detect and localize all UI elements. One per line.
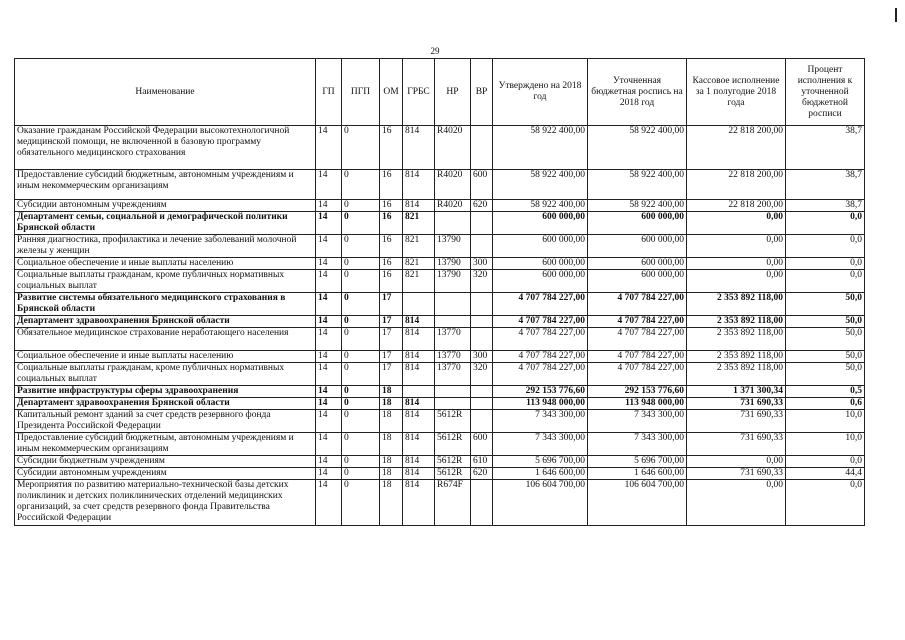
cell-vr: 620: [471, 200, 493, 212]
cell-pgp: 0: [342, 126, 380, 170]
cell-cash: 22 818 200,00: [687, 200, 786, 212]
cell-percent: 0,0: [786, 456, 865, 468]
cell-om: 16: [380, 235, 403, 258]
cell-cash: 0,00: [687, 480, 786, 526]
cell-vr: 320: [471, 363, 493, 386]
table-row: [15, 456, 865, 468]
cell-cash: 2 353 892 118,00: [687, 316, 786, 328]
table-row: [15, 126, 865, 170]
cell-grbs: 814: [403, 480, 435, 526]
cell-gp: 14: [316, 235, 342, 258]
cell-pgp: 0: [342, 480, 380, 526]
cell-gp: 14: [316, 456, 342, 468]
table-row: [15, 316, 865, 328]
header-percent: Процент исполнения к уточненной бюджетной росписи: [786, 59, 865, 126]
cell-pgp: 0: [342, 363, 380, 386]
cell-gp: 14: [316, 410, 342, 433]
cell-nr: [435, 386, 471, 398]
cell-om: 18: [380, 456, 403, 468]
cell-om: 16: [380, 212, 403, 235]
cell-refined: 4 707 784 227,00: [588, 363, 687, 386]
cell-nr: 5612R: [435, 433, 471, 456]
cell-gp: 14: [316, 351, 342, 363]
cell-approved: 7 343 300,00: [493, 410, 588, 433]
cell-approved: 600 000,00: [493, 212, 588, 235]
cell-vr: [471, 235, 493, 258]
cell-approved: 292 153 776,60: [493, 386, 588, 398]
table-row: [15, 270, 865, 293]
table-row: [15, 433, 865, 456]
table-row: [15, 468, 865, 480]
cell-vr: [471, 212, 493, 235]
table-row: [15, 351, 865, 363]
cell-grbs: 821: [403, 270, 435, 293]
cell-grbs: 814: [403, 328, 435, 351]
cell-nr: 5612R: [435, 456, 471, 468]
cell-om: 17: [380, 363, 403, 386]
cell-percent: 50,0: [786, 328, 865, 351]
cell-gp: 14: [316, 480, 342, 526]
cell-vr: 300: [471, 351, 493, 363]
cell-percent: 0,5: [786, 386, 865, 398]
cell-name: Развитие инфраструктуры сферы здравоохранения: [15, 386, 316, 398]
cell-cash: 0,00: [687, 235, 786, 258]
cell-cash: 0,00: [687, 270, 786, 293]
cell-vr: [471, 480, 493, 526]
cell-percent: 44,4: [786, 468, 865, 480]
header-refined: Уточненная бюджетная роспись на 2018 год: [588, 59, 687, 126]
cell-percent: 10,0: [786, 433, 865, 456]
cell-name: Департамент здравоохранения Брянской области: [15, 398, 316, 410]
cell-percent: 0,6: [786, 398, 865, 410]
cell-vr: 600: [471, 170, 493, 200]
cell-cash: 2 353 892 118,00: [687, 363, 786, 386]
cell-pgp: 0: [342, 200, 380, 212]
cell-om: 18: [380, 480, 403, 526]
cell-grbs: 814: [403, 126, 435, 170]
cell-cash: 22 818 200,00: [687, 126, 786, 170]
cell-approved: 58 922 400,00: [493, 170, 588, 200]
cell-approved: 113 948 000,00: [493, 398, 588, 410]
cell-approved: 4 707 784 227,00: [493, 316, 588, 328]
table-row: [15, 212, 865, 235]
cell-nr: 13790: [435, 235, 471, 258]
cell-approved: 58 922 400,00: [493, 200, 588, 212]
cell-om: 16: [380, 258, 403, 270]
cell-name: Социальное обеспечение и иные выплаты населению: [15, 258, 316, 270]
cell-name: Социальные выплаты гражданам, кроме публичных нормативных социальных выплат: [15, 270, 316, 293]
cell-om: 18: [380, 410, 403, 433]
cell-refined: 4 707 784 227,00: [588, 328, 687, 351]
cell-grbs: 814: [403, 456, 435, 468]
cell-approved: 5 696 700,00: [493, 456, 588, 468]
header-vr: ВР: [471, 59, 493, 126]
cell-vr: [471, 126, 493, 170]
cell-percent: 50,0: [786, 293, 865, 316]
cell-nr: 13770: [435, 328, 471, 351]
cell-percent: 0,0: [786, 212, 865, 235]
table-row: [15, 386, 865, 398]
cell-gp: 14: [316, 170, 342, 200]
cell-refined: 58 922 400,00: [588, 170, 687, 200]
cell-vr: [471, 410, 493, 433]
cell-vr: 300: [471, 258, 493, 270]
cell-nr: [435, 293, 471, 316]
cell-refined: 292 153 776,60: [588, 386, 687, 398]
cell-percent: 10,0: [786, 410, 865, 433]
cell-percent: 50,0: [786, 351, 865, 363]
cell-gp: 14: [316, 363, 342, 386]
cell-cash: 0,00: [687, 212, 786, 235]
cell-nr: R4020: [435, 200, 471, 212]
cell-percent: 0,0: [786, 480, 865, 526]
cell-pgp: 0: [342, 398, 380, 410]
cell-gp: 14: [316, 398, 342, 410]
cell-name: Мероприятия по развитию материально-технической базы детских поликлиник и детских поликлинических отделений медицинских организаций, за счет средств резервного фонда Правительства Российской Федерации: [15, 480, 316, 526]
cell-pgp: 0: [342, 212, 380, 235]
cell-om: 17: [380, 316, 403, 328]
cell-om: 16: [380, 200, 403, 212]
table-row: [15, 258, 865, 270]
cell-gp: 14: [316, 316, 342, 328]
cell-om: 16: [380, 270, 403, 293]
cell-cash: 2 353 892 118,00: [687, 351, 786, 363]
cell-percent: 0,0: [786, 235, 865, 258]
header-om: ОМ: [380, 59, 403, 126]
cell-pgp: 0: [342, 328, 380, 351]
cell-approved: 58 922 400,00: [493, 126, 588, 170]
cell-pgp: 0: [342, 258, 380, 270]
cell-nr: R4020: [435, 170, 471, 200]
cell-vr: [471, 328, 493, 351]
cell-cash: 22 818 200,00: [687, 170, 786, 200]
cell-vr: 610: [471, 456, 493, 468]
cell-cash: 0,00: [687, 456, 786, 468]
cell-refined: 7 343 300,00: [588, 410, 687, 433]
cell-pgp: 0: [342, 235, 380, 258]
cell-approved: 4 707 784 227,00: [493, 351, 588, 363]
cell-om: 18: [380, 468, 403, 480]
cell-cash: 1 371 300,34: [687, 386, 786, 398]
cell-nr: 5612R: [435, 468, 471, 480]
cell-refined: 58 922 400,00: [588, 126, 687, 170]
cell-name: Департамент семьи, социальной и демографической политики Брянской области: [15, 212, 316, 235]
cell-approved: 600 000,00: [493, 270, 588, 293]
cell-name: Социальное обеспечение и иные выплаты населению: [15, 351, 316, 363]
cell-refined: 58 922 400,00: [588, 200, 687, 212]
table-row: [15, 328, 865, 351]
cell-gp: 14: [316, 386, 342, 398]
cell-refined: 4 707 784 227,00: [588, 351, 687, 363]
cell-name: Предоставление субсидий бюджетным, автономным учреждениям и иным некоммерческим организациям: [15, 433, 316, 456]
cell-pgp: 0: [342, 410, 380, 433]
page-number: 29: [430, 46, 440, 56]
cell-grbs: 814: [403, 398, 435, 410]
cell-nr: [435, 316, 471, 328]
cell-om: 18: [380, 386, 403, 398]
cell-gp: 14: [316, 293, 342, 316]
cell-refined: 600 000,00: [588, 235, 687, 258]
cell-approved: 600 000,00: [493, 258, 588, 270]
cell-approved: 600 000,00: [493, 235, 588, 258]
cell-refined: 5 696 700,00: [588, 456, 687, 468]
cell-refined: 4 707 784 227,00: [588, 293, 687, 316]
header-approved: Утверждено на 2018 год: [493, 59, 588, 126]
cell-refined: 600 000,00: [588, 258, 687, 270]
cell-pgp: 0: [342, 170, 380, 200]
cell-cash: 0,00: [687, 258, 786, 270]
cell-approved: 1 646 600,00: [493, 468, 588, 480]
cell-refined: 4 707 784 227,00: [588, 316, 687, 328]
cell-grbs: 821: [403, 258, 435, 270]
header-nr: НР: [435, 59, 471, 126]
cell-gp: 14: [316, 270, 342, 293]
cell-refined: 1 646 600,00: [588, 468, 687, 480]
cell-gp: 14: [316, 258, 342, 270]
budget-table: [14, 58, 865, 526]
edge-mark: [895, 8, 897, 22]
cell-om: 16: [380, 170, 403, 200]
cell-grbs: 814: [403, 468, 435, 480]
table-body: [15, 126, 865, 526]
cell-pgp: 0: [342, 456, 380, 468]
cell-refined: 106 604 700,00: [588, 480, 687, 526]
cell-nr: [435, 212, 471, 235]
cell-name: Субсидии бюджетным учреждениям: [15, 456, 316, 468]
cell-pgp: 0: [342, 316, 380, 328]
cell-pgp: 0: [342, 468, 380, 480]
cell-cash: 731 690,33: [687, 398, 786, 410]
cell-percent: 38,7: [786, 126, 865, 170]
cell-vr: [471, 316, 493, 328]
cell-nr: R4020: [435, 126, 471, 170]
cell-pgp: 0: [342, 351, 380, 363]
cell-vr: [471, 398, 493, 410]
cell-pgp: 0: [342, 433, 380, 456]
cell-name: Социальные выплаты гражданам, кроме публичных нормативных социальных выплат: [15, 363, 316, 386]
cell-grbs: 814: [403, 351, 435, 363]
cell-pgp: 0: [342, 386, 380, 398]
cell-nr: [435, 398, 471, 410]
cell-approved: 4 707 784 227,00: [493, 293, 588, 316]
cell-nr: 13770: [435, 363, 471, 386]
cell-cash: 731 690,33: [687, 433, 786, 456]
table-row: [15, 293, 865, 316]
cell-name: Ранняя диагностика, профилактика и лечение заболеваний молочной железы у женщин: [15, 235, 316, 258]
header-pgp: ПГП: [342, 59, 380, 126]
cell-name: Обязательное медицинское страхование неработающего населения: [15, 328, 316, 351]
cell-grbs: 821: [403, 235, 435, 258]
cell-om: 18: [380, 398, 403, 410]
cell-approved: 106 604 700,00: [493, 480, 588, 526]
cell-approved: 7 343 300,00: [493, 433, 588, 456]
cell-cash: 2 353 892 118,00: [687, 293, 786, 316]
cell-percent: 38,7: [786, 170, 865, 200]
cell-om: 17: [380, 293, 403, 316]
cell-grbs: 821: [403, 212, 435, 235]
cell-gp: 14: [316, 468, 342, 480]
cell-vr: [471, 386, 493, 398]
header-name: Наименование: [15, 59, 316, 126]
cell-grbs: 814: [403, 200, 435, 212]
cell-grbs: 814: [403, 410, 435, 433]
cell-nr: 13790: [435, 270, 471, 293]
cell-name: Субсидии автономным учреждениям: [15, 468, 316, 480]
cell-refined: 7 343 300,00: [588, 433, 687, 456]
cell-name: Субсидии автономным учреждениям: [15, 200, 316, 212]
cell-vr: 620: [471, 468, 493, 480]
cell-grbs: [403, 293, 435, 316]
cell-percent: 0,0: [786, 270, 865, 293]
cell-name: Развитие системы обязательного медицинского страхования в Брянской области: [15, 293, 316, 316]
cell-vr: [471, 293, 493, 316]
cell-name: Предоставление субсидий бюджетным, автономным учреждениям и иным некоммерческим организациям: [15, 170, 316, 200]
table-row: [15, 170, 865, 200]
cell-cash: 731 690,33: [687, 468, 786, 480]
cell-name: Оказание гражданам Российской Федерации высокотехнологичной медицинской помощи, не включенной в базовую программу обязательного медицинского страхования: [15, 126, 316, 170]
table-row: [15, 410, 865, 433]
table-header-row: [15, 59, 865, 126]
cell-percent: 38,7: [786, 200, 865, 212]
cell-grbs: [403, 386, 435, 398]
cell-nr: R674F: [435, 480, 471, 526]
cell-pgp: 0: [342, 293, 380, 316]
header-gp: ГП: [316, 59, 342, 126]
cell-cash: 2 353 892 118,00: [687, 328, 786, 351]
cell-nr: 13770: [435, 351, 471, 363]
cell-percent: 50,0: [786, 363, 865, 386]
cell-percent: 0,0: [786, 258, 865, 270]
cell-gp: 14: [316, 212, 342, 235]
cell-om: 16: [380, 126, 403, 170]
cell-cash: 731 690,33: [687, 410, 786, 433]
table-row: [15, 480, 865, 526]
cell-om: 17: [380, 351, 403, 363]
cell-grbs: 814: [403, 433, 435, 456]
cell-nr: 13790: [435, 258, 471, 270]
header-grbs: ГРБС: [403, 59, 435, 126]
cell-approved: 4 707 784 227,00: [493, 363, 588, 386]
header-cash: Кассовое исполнение за 1 полугодие 2018 года: [687, 59, 786, 126]
table-row: [15, 363, 865, 386]
table-row: [15, 398, 865, 410]
table-row: [15, 235, 865, 258]
cell-nr: 5612R: [435, 410, 471, 433]
cell-gp: 14: [316, 328, 342, 351]
cell-name: Департамент здравоохранения Брянской области: [15, 316, 316, 328]
cell-grbs: 814: [403, 316, 435, 328]
cell-grbs: 814: [403, 363, 435, 386]
table-row: [15, 200, 865, 212]
cell-approved: 4 707 784 227,00: [493, 328, 588, 351]
cell-refined: 600 000,00: [588, 270, 687, 293]
cell-gp: 14: [316, 200, 342, 212]
cell-vr: 600: [471, 433, 493, 456]
cell-percent: 50,0: [786, 316, 865, 328]
cell-refined: 113 948 000,00: [588, 398, 687, 410]
cell-gp: 14: [316, 126, 342, 170]
cell-om: 18: [380, 433, 403, 456]
cell-name: Капитальный ремонт зданий за счет средств резервного фонда Президента Российской Федерации: [15, 410, 316, 433]
cell-pgp: 0: [342, 270, 380, 293]
cell-grbs: 814: [403, 170, 435, 200]
cell-vr: 320: [471, 270, 493, 293]
cell-refined: 600 000,00: [588, 212, 687, 235]
cell-om: 17: [380, 328, 403, 351]
cell-gp: 14: [316, 433, 342, 456]
